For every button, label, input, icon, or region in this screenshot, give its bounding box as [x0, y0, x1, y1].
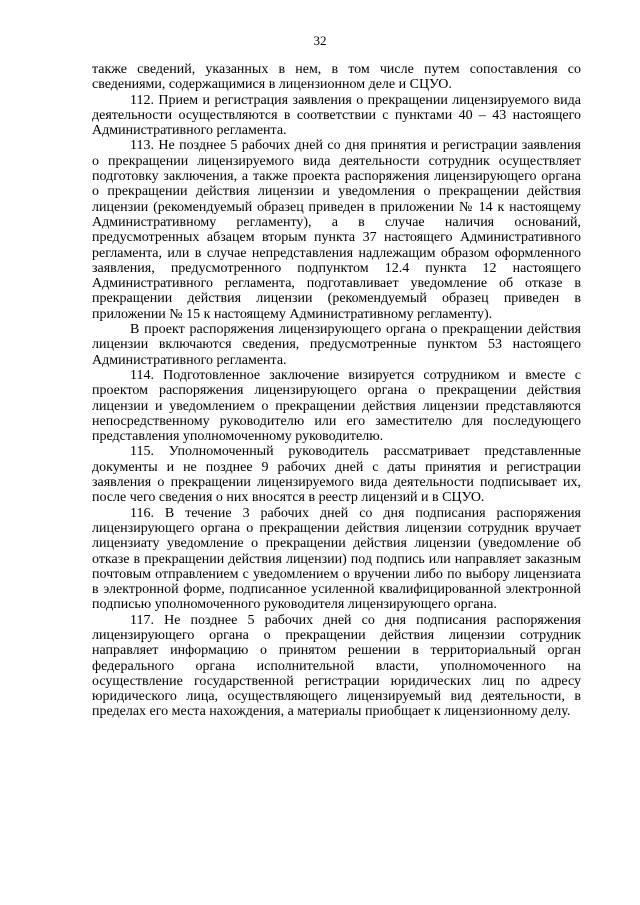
paragraph-113-addendum: В проект распоряжения лицензирующего органа о прекращении действия лицензии включаются сведения, предусмотренные пунктом 53 настоящего Административного регламента.: [92, 322, 581, 368]
paragraph-116: 116. В течение 3 рабочих дней со дня подписания распоряжения лицензирующего органа о прекращении действия лицензии сотрудник вручает лицензиату уведомление о прекращении действия лицензии (уведомление об отказе в прекращении действия лицензии) под подпись или направляет заказным почтовым отправлением с уведомлением о вручении либо по выбору лицензиата в электронной форме, подписанное усиленной квалифицированной электронной подписью уполномоченного руководителя лицензирующего органа.: [92, 505, 581, 613]
paragraph-112: 112. Прием и регистрация заявления о прекращении лицензируемого вида деятельности осуществляются в соответствии с пунктами 40 – 43 настоящего Административного регламента.: [92, 92, 581, 139]
paragraph-113: 113. Не позднее 5 рабочих дней со дня принятия и регистрации заявления о прекращении лицензируемого вида деятельности сотрудник осуществляет подготовку заключения, а также проекта распоряжения лицензирующего органа о прекращении действия лицензии и уведомления о прекращении действия лицензии (рекомендуемый образец приведен в приложении № 14 к настоящему Административному регламенту), а в случае наличия оснований, предусмотренных абзацем вторым пункта 37 настоящего Административного регламента, или в случае непредставления надлежащим образом оформленного заявления, предусмотренного подпунктом 12.4 пункта 12 настоящего Административного регламента, подготавливает уведомление об отказе в прекращении действия лицензии (рекомендуемый образец приведен в приложении № 15 к настоящему Административному регламенту).: [92, 138, 581, 322]
paragraph-117: 117. Не позднее 5 рабочих дней со дня подписания распоряжения лицензирующего органа о прекращении действия лицензии сотрудник направляет информацию о принятом решении в территориальный орган федерального органа исполнительной власти, уполномоченного на осуществление государственной регистрации юридических лиц по адресу юридического лица, осуществляющего лицензируемый вид деятельности, в пределах его места нахождения, а материалы приобщает к лицензионному делу.: [92, 612, 581, 720]
paragraph-continuation: также сведений, указанных в нем, в том числе путем сопоставления со сведениями, содержащимися в лицензионном деле и СЦУО.: [92, 62, 581, 93]
page-number: 32: [313, 33, 327, 48]
document-body: [92, 62, 581, 720]
paragraph-114: 114. Подготовленное заключение визируется сотрудником и вместе с проектом распоряжения лицензирующего органа о прекращении действия лицензии и уведомлением о прекращении действия лицензии представляются непосредственному руководителю или его заместителю для последующего представления уполномоченному руководителю.: [92, 367, 581, 445]
paragraph-115: 115. Уполномоченный руководитель рассматривает представленные документы и не позднее 9 рабочих дней с даты принятия и регистрации заявления о прекращении лицензируемого вида деятельности подписывает их, после чего сведения о них вносятся в реестр лицензий и в СЦУО.: [92, 444, 581, 506]
